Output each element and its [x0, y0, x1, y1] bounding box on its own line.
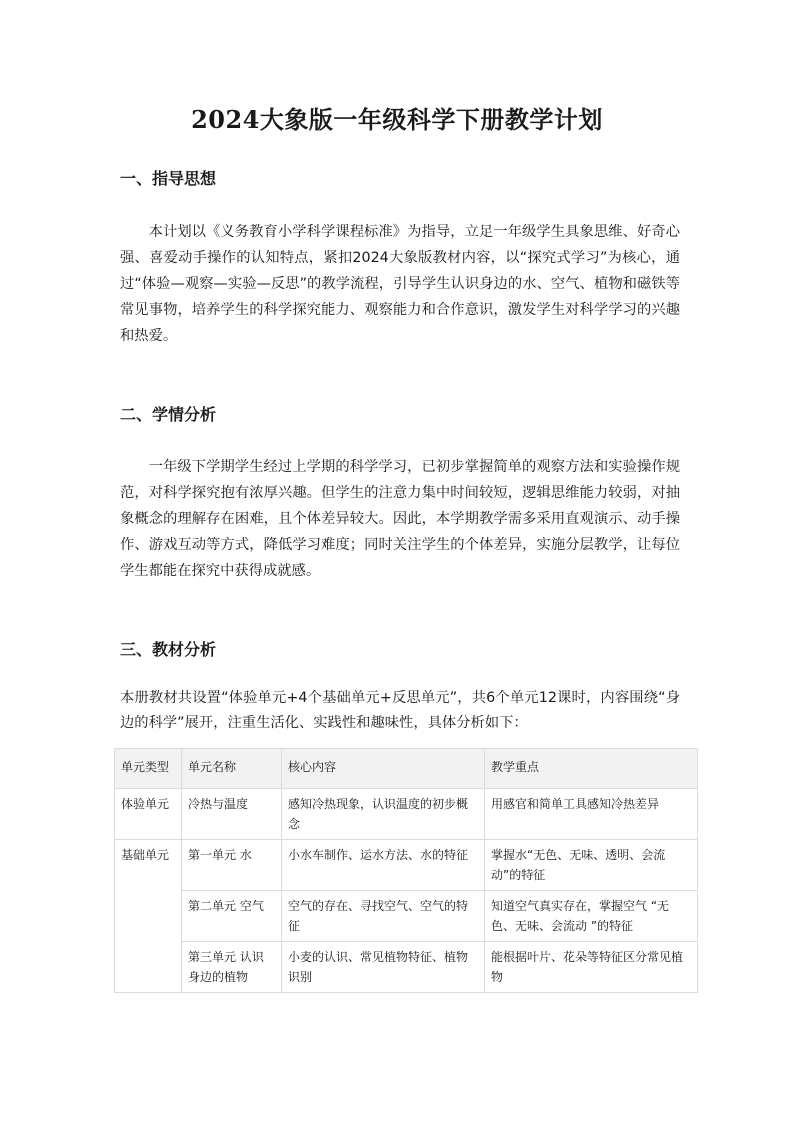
header-teaching-focus: 教学重点 — [485, 749, 698, 789]
document-title: 2024大象版一年级科学下册教学计划 — [191, 105, 603, 134]
cell-core-content: 感知冷热现象，认识温度的初步概念 — [282, 789, 485, 840]
cell-core-content: 空气的存在、寻找空气、空气的特征 — [282, 891, 485, 942]
cell-core-content: 小麦的认识、常见植物特征、植物识别 — [282, 942, 485, 993]
paragraph-guiding-thought: 本计划以《义务教育小学科学课程标准》为指导，立足一年级学生具象思维、好奇心强、喜爱动手操作的认知特点，紧扣2024大象版教材内容，以“探究式学习”为核心，通过“体验—观察—实验—反思”的教学流程，引导学生认识身边的水、空气、植物和磁铁等常见事物，培养学生的科学探究能力、观察能力和合作意识，激发学生对科学学习的兴趣和热爱。 — [120, 224, 680, 344]
table-row — [115, 840, 698, 891]
cell-core-content: 小水车制作、运水方法、水的特征 — [282, 840, 485, 891]
header-unit-name: 单元名称 — [182, 749, 282, 789]
cell-teaching-focus: 掌握水“无色、无味、透明、会流动”的特征 — [485, 840, 698, 891]
paragraph-student-analysis: 一年级下学期学生经过上学期的科学学习，已初步掌握简单的观察方法和实验操作规范，对科学探究抱有浓厚兴趣。但学生的注意力集中时间较短，逻辑思维能力较弱，对抽象概念的理解存在困难，且个体差异较大。因此，本学期教学需多采用直观演示、动手操作、游戏互动等方式，降低学习难度；同时关注学生的个体差异，实施分层教学，让每位学生都能在探究中获得成就感。 — [120, 459, 680, 579]
cell-unit-name: 第三单元 认识身边的植物 — [182, 942, 282, 993]
table-row — [115, 891, 698, 942]
cell-unit-type: 体验单元 — [115, 789, 182, 840]
header-unit-type: 单元类型 — [115, 749, 182, 789]
cell-unit-name: 第二单元 空气 — [182, 891, 282, 942]
unit-table — [114, 748, 698, 993]
table-row — [115, 789, 698, 840]
cell-unit-name: 冷热与温度 — [182, 789, 282, 840]
cell-unit-type: 基础单元 — [115, 840, 182, 993]
cell-unit-name: 第一单元 水 — [182, 840, 282, 891]
table-header-row — [115, 749, 698, 789]
section-heading-student-analysis: 二、学情分析 — [120, 405, 217, 424]
cell-teaching-focus: 能根据叶片、花朵等特征区分常见植物 — [485, 942, 698, 993]
header-core-content: 核心内容 — [282, 749, 485, 789]
table-row — [115, 942, 698, 993]
cell-teaching-focus: 用感官和简单工具感知冷热差异 — [485, 789, 698, 840]
cell-teaching-focus: 知道空气真实存在，掌握空气 “无色、无味、会流动 ”的特征 — [485, 891, 698, 942]
section-heading-textbook-analysis: 三、教材分析 — [120, 640, 217, 659]
paragraph-textbook-analysis: 本册教材共设置“体验单元+4个基础单元+反思单元”，共6个单元12课时，内容围绕“身边的科学”展开，注重生活化、实践性和趣味性，具体分析如下： — [120, 690, 680, 731]
section-heading-guiding-thought: 一、指导思想 — [120, 169, 217, 188]
